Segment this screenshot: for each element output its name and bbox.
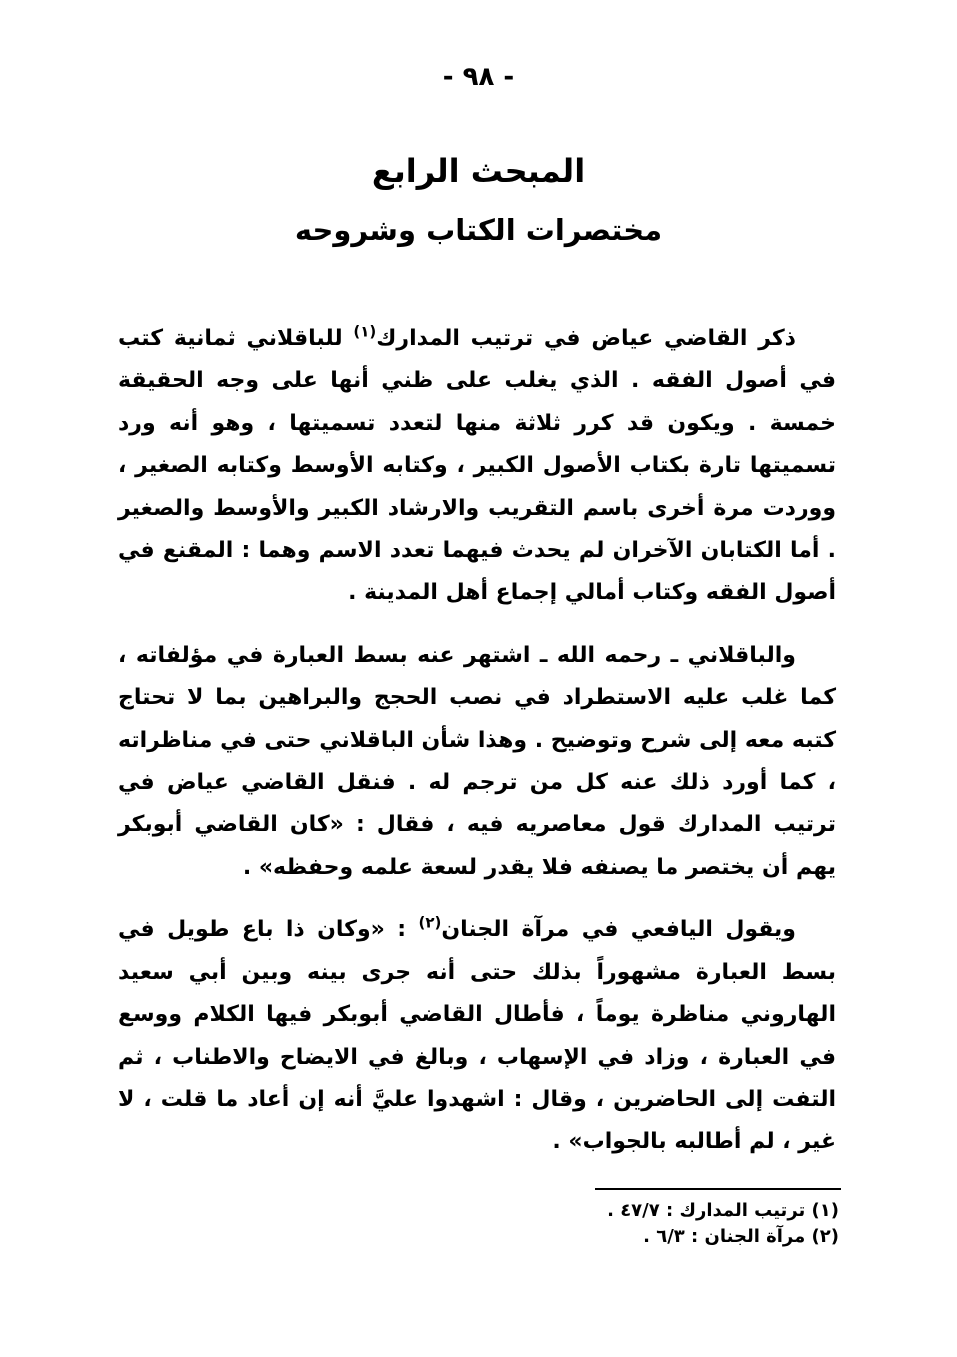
paragraph-text: ذكر القاضي عياض في ترتيب المدارك <box>376 326 796 351</box>
footnotes <box>439 1198 839 1250</box>
page-number: - ٩٨ - <box>442 62 515 92</box>
section-title: المبحث الرابع <box>371 152 586 190</box>
paragraph-1 <box>118 318 836 615</box>
section-subtitle: مختصرات الكتاب وشروحه <box>294 213 663 247</box>
footnote-1: (١) ترتيب المدارك : ٤٧/٧ . <box>607 1200 839 1221</box>
footnote-ref-2: (٢) <box>418 913 442 932</box>
paragraph-text: ويقول اليافعي في مرآة الجنان <box>441 917 796 943</box>
paragraph-text: : «وكان ذا باع طويل في بسط العبارة مشهوراً بذلك حتى أنه جرى بينه وبين أبي سعيد الهاروني مناظرة يوماً ، فأطال القاضي أبوبكر فيها الكلام ووسع في العبارة ، وزاد في الإسهاب ، وبالغ في الايضاح والاطناب ، ثم التفت إلى الحاضرين ، وقال : اشهدوا عليَّ أنه إن أعاد ما قلت ، لا غير ، لم أطالبه بالجواب» . <box>118 917 836 1155</box>
paragraph-text: للباقلاني ثمانية كتب في أصول الفقه . الذي يغلب على ظني أنها على وجه الحقيقة خمسة . ويكون قد كرر ثلاثة منها لتعدد تسميتها ، وهو أنه ورد تسميتها تارة بكتاب الأصول الكبير ، وكتابه الأوسط وكتابه الصغير ، ووردت مرة أخرى باسم التقريب والارشاد الكبير والأوسط والصغير . أما الكتابان الآخران لم يحدث فيهما تعدد الاسم وهما : المقنع في أصول الفقه وكتاب أمالي إجماع أهل المدينة . <box>118 326 836 606</box>
paragraph-3 <box>118 909 836 1163</box>
body-text <box>118 318 836 1184</box>
footnote-divider <box>595 1188 841 1190</box>
paragraph-text: والباقلاني ـ رحمه الله ـ اشتهر عنه بسط العبارة في مؤلفاته ، كما غلب عليه الاستطراد في نصب الحجج والبراهين بما لا تحتاج كتبه معه إلى شرح وتوضيح . وهذا شأن الباقلاني حتى في مناظراته ، كما أورد ذلك عنه كل من ترجم له . فنقل القاضي عياض في ترتيب المدارك قول معاصريه فيه ، فقال : «كان القاضي أبوبكر يهم أن يختصر ما يصنفه فلا يقدر لسعة علمه وحفظه» . <box>118 642 836 880</box>
footnote-2: (٢) مرآة الجنان : ٦/٣ . <box>643 1226 839 1247</box>
footnote-ref-1: (١) <box>353 322 377 341</box>
paragraph-2 <box>118 635 836 889</box>
